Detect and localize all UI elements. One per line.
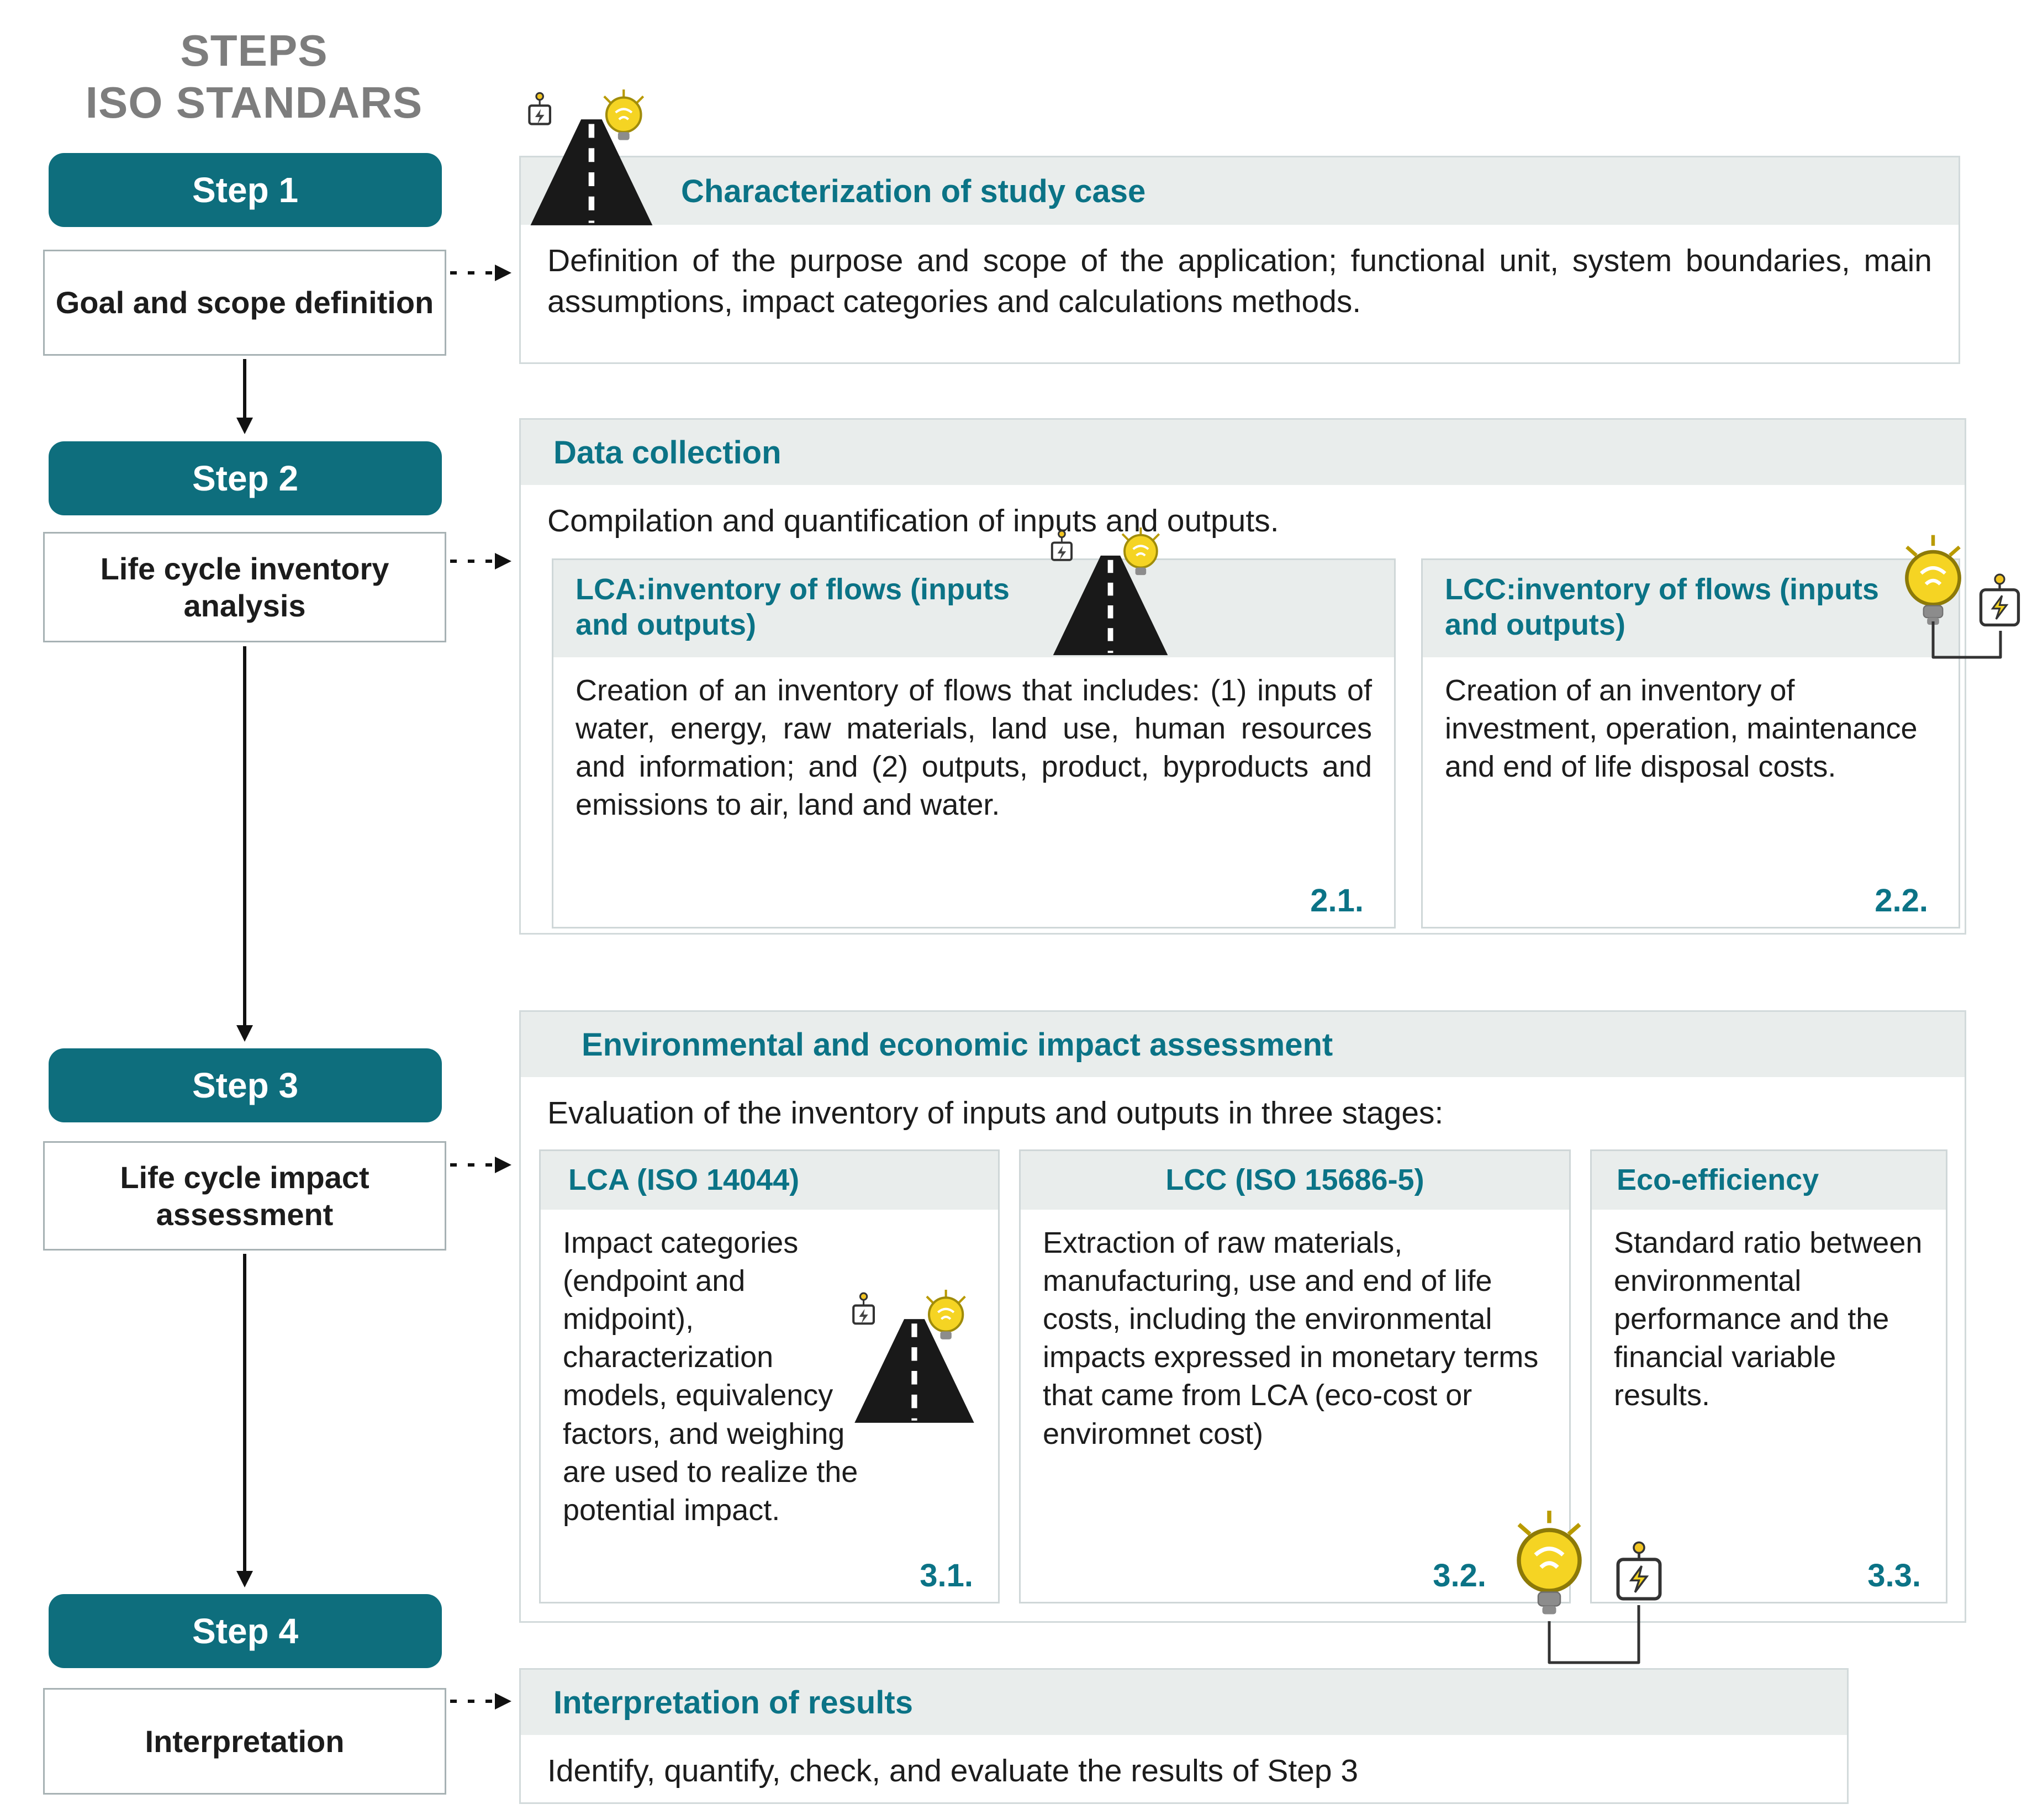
power-plug-icon [1976, 573, 2023, 632]
step-4-label: Step 4 [192, 1611, 299, 1651]
step-3-substep-box [43, 1141, 446, 1251]
road-lightbulb-icon [524, 89, 662, 230]
subbox-lcc-inventory-number: 2.2. [1875, 883, 1928, 919]
panel-interpretation-body: Identify, quantify, check, and evaluate the results of Step 3 [547, 1753, 1359, 1789]
subbox-lcc-iso15686-number: 3.2. [1433, 1558, 1486, 1594]
subbox-eco-efficiency-header [1592, 1151, 1946, 1210]
subbox-lca-inventory-body: Creation of an inventory of flows that includes: (1) inputs of water, energy, raw materials, land use, human resources and information; and (2) outputs, product, byproducts and emissions to air, land and water. [576, 674, 1372, 822]
step-4-substep-box [43, 1688, 446, 1795]
subbox-lca-inventory-number: 2.1. [1310, 883, 1364, 919]
subbox-lca-iso14044-body: Impact categories (endpoint and midpoint), characterization models, equivalency factors, and weighing are used to realize the potential impact. [563, 1226, 858, 1527]
subbox-lca-iso14044-number: 3.1. [920, 1558, 973, 1594]
step-3-box [49, 1048, 442, 1122]
step-1-substep-box [43, 250, 446, 356]
panel-characterization-title: Characterization of study case [681, 173, 1146, 209]
panel-data-collection-title: Data collection [553, 434, 782, 471]
panel-characterization-body: Definition of the purpose and scope of the application; functional unit, system boundaries, main assumptions, impact categories and calculations methods. [547, 243, 1932, 320]
lightbulb-icon [1508, 1505, 1591, 1632]
step-1-sublabel: Goal and scope definition [55, 285, 434, 320]
road-lightbulb-icon [848, 1290, 983, 1428]
subbox-lca-inventory [552, 558, 1396, 929]
subbox-lca-iso14044-header [541, 1151, 998, 1210]
subbox-lcc-inventory-header [1423, 560, 1959, 657]
subbox-lca-inventory-title: LCA:inventory of flows (inputs and outputs) [576, 573, 1010, 641]
subbox-lca-inventory-header [553, 560, 1394, 657]
subbox-lcc-iso15686-body: Extraction of raw materials, manufacturing, use and end of life costs, including the environmental impacts expressed in monetary terms that came from LCA (eco-cost or enviromnet cost) [1043, 1226, 1539, 1450]
step-2-sublabel: Life cycle inventory analysis [100, 551, 389, 623]
diagram-title-line2: ISO STANDARS [85, 78, 423, 128]
panel-data-collection-body: Compilation and quantification of inputs and outputs. [547, 503, 1279, 539]
subbox-lcc-inventory-body: Creation of an inventory of investment, operation, maintenance and end of life disposal costs. [1445, 674, 1918, 784]
panel-impact-assessment-title: Environmental and economic impact assessment [582, 1026, 1333, 1063]
subbox-lca-iso14044-title: LCA (ISO 14044) [568, 1163, 800, 1197]
lightbulb-icon [1897, 530, 1969, 641]
power-plug-icon [1613, 1541, 1665, 1607]
subbox-eco-efficiency [1590, 1149, 1947, 1603]
road-lightbulb-icon [1047, 527, 1176, 660]
step-4-sublabel: Interpretation [145, 1723, 345, 1759]
step-3-sublabel: Life cycle impact assessment [120, 1159, 369, 1232]
diagram-title [61, 25, 447, 129]
step-2-box [49, 441, 442, 515]
step-1-box [49, 153, 442, 227]
panel-interpretation-title: Interpretation of results [553, 1684, 913, 1721]
panel-data-collection-header [521, 420, 1965, 485]
panel-characterization [519, 156, 1960, 364]
panel-characterization-header [521, 157, 1959, 225]
subbox-eco-efficiency-number: 3.3. [1867, 1558, 1921, 1594]
subbox-lcc-inventory [1421, 558, 1960, 929]
step-4-box [49, 1594, 442, 1668]
step-1-label: Step 1 [192, 170, 299, 210]
panel-impact-assessment-body: Evaluation of the inventory of inputs and outputs in three stages: [547, 1095, 1444, 1131]
subbox-eco-efficiency-title: Eco-efficiency [1617, 1163, 1819, 1197]
panel-impact-assessment-header [521, 1012, 1965, 1077]
subbox-eco-efficiency-body: Standard ratio between environmental performance and the financial variable results. [1614, 1226, 1923, 1412]
diagram-title-line1: STEPS [180, 26, 328, 75]
panel-interpretation-header [521, 1670, 1847, 1735]
subbox-lcc-iso15686 [1019, 1149, 1571, 1603]
subbox-lcc-iso15686-header [1021, 1151, 1569, 1210]
step-2-label: Step 2 [192, 458, 299, 498]
subbox-lcc-iso15686-title: LCC (ISO 15686-5) [1165, 1163, 1424, 1197]
step-3-label: Step 3 [192, 1065, 299, 1105]
panel-interpretation [519, 1668, 1849, 1804]
subbox-lcc-inventory-title: LCC:inventory of flows (inputs and outputs) [1445, 573, 1879, 641]
step-2-substep-box [43, 532, 446, 642]
